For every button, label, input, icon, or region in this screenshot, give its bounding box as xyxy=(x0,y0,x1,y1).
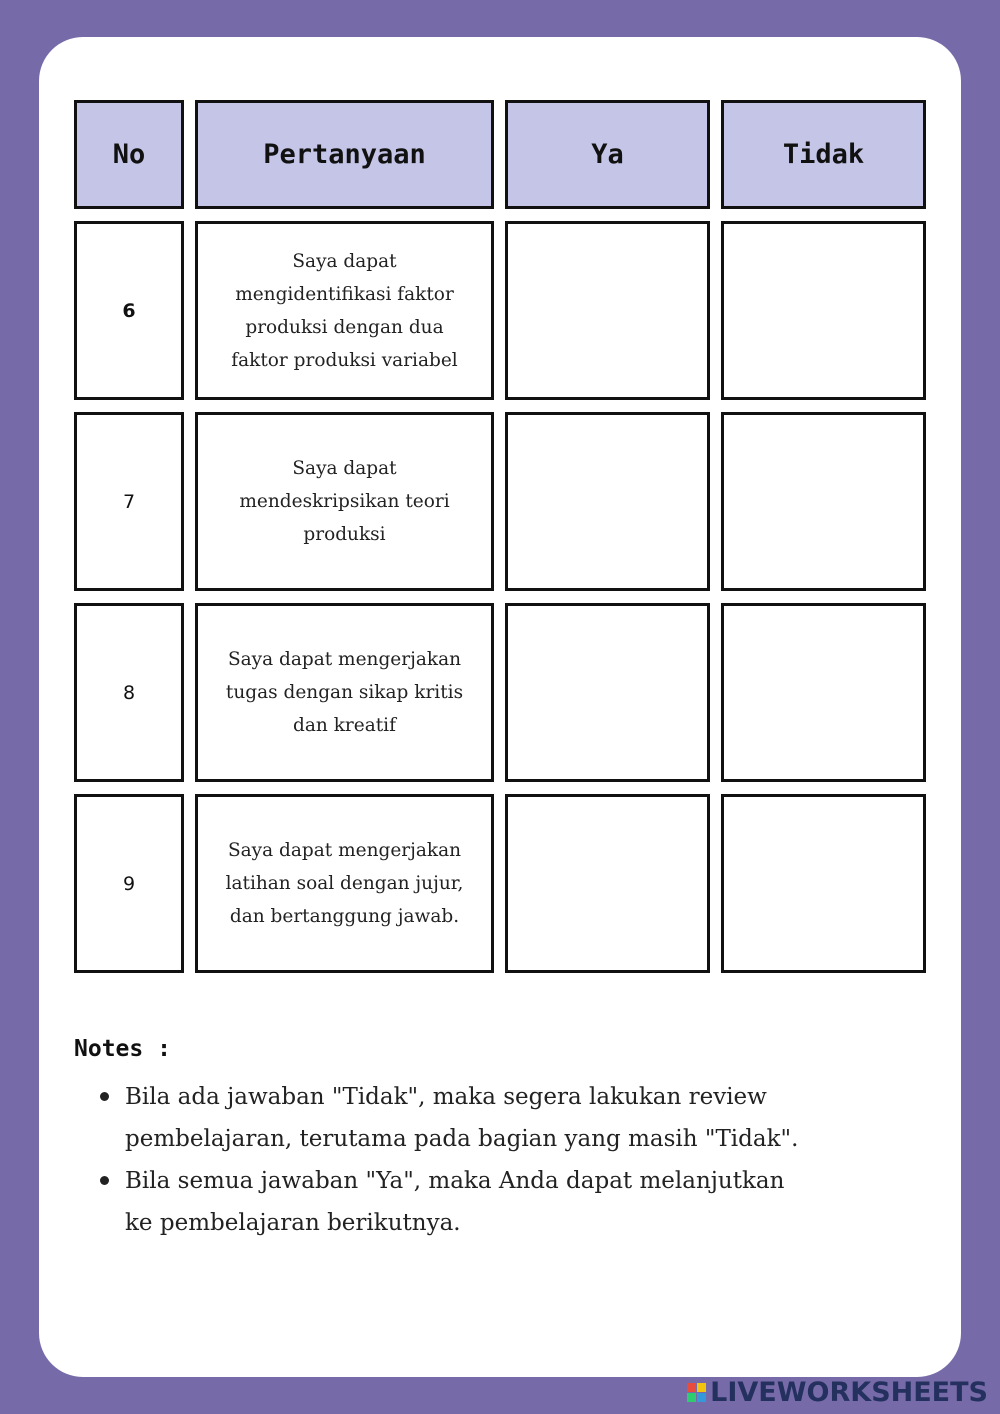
answer-no-box[interactable] xyxy=(721,794,926,973)
row-question: Saya dapat mengerjakan latihan soal dengan jujur, dan bertanggung jawab. xyxy=(195,794,494,973)
logo-square xyxy=(697,1383,706,1392)
logo-square xyxy=(687,1393,696,1402)
answer-yes-box[interactable] xyxy=(505,221,710,400)
answer-yes-box[interactable] xyxy=(505,412,710,591)
row-number: 6 xyxy=(74,221,184,400)
row-number: 8 xyxy=(74,603,184,782)
logo-square xyxy=(697,1393,706,1402)
logo-text: LIVEWORKSHEETS xyxy=(710,1377,988,1408)
notes-item: Bila ada jawaban "Tidak", maka segera lakukan review pembelajaran, terutama pada bagian yang masih "Tidak". xyxy=(74,1076,934,1160)
logo-square xyxy=(687,1383,696,1392)
header-question: Pertanyaan xyxy=(195,100,494,209)
answer-yes-box[interactable] xyxy=(505,603,710,782)
header-no: No xyxy=(74,100,184,209)
row-question: Saya dapat mengidentifikasi faktor produksi dengan dua faktor produksi variabel xyxy=(195,221,494,400)
logo-squares-icon xyxy=(687,1383,706,1402)
notes-list xyxy=(74,1076,934,1244)
row-number: 7 xyxy=(74,412,184,591)
notes-item: Bila semua jawaban "Ya", maka Anda dapat melanjutkan ke pembelajaran berikutnya. xyxy=(74,1160,934,1244)
row-question: Saya dapat mengerjakan tugas dengan sikap kritis dan kreatif xyxy=(195,603,494,782)
answer-no-box[interactable] xyxy=(721,221,926,400)
notes-title: Notes : xyxy=(74,1036,171,1062)
liveworksheets-logo xyxy=(687,1377,988,1408)
header-no-answer: Tidak xyxy=(721,100,926,209)
row-number: 9 xyxy=(74,794,184,973)
answer-yes-box[interactable] xyxy=(505,794,710,973)
header-yes: Ya xyxy=(505,100,710,209)
row-question: Saya dapat mendeskripsikan teori produksi xyxy=(195,412,494,591)
answer-no-box[interactable] xyxy=(721,603,926,782)
answer-no-box[interactable] xyxy=(721,412,926,591)
